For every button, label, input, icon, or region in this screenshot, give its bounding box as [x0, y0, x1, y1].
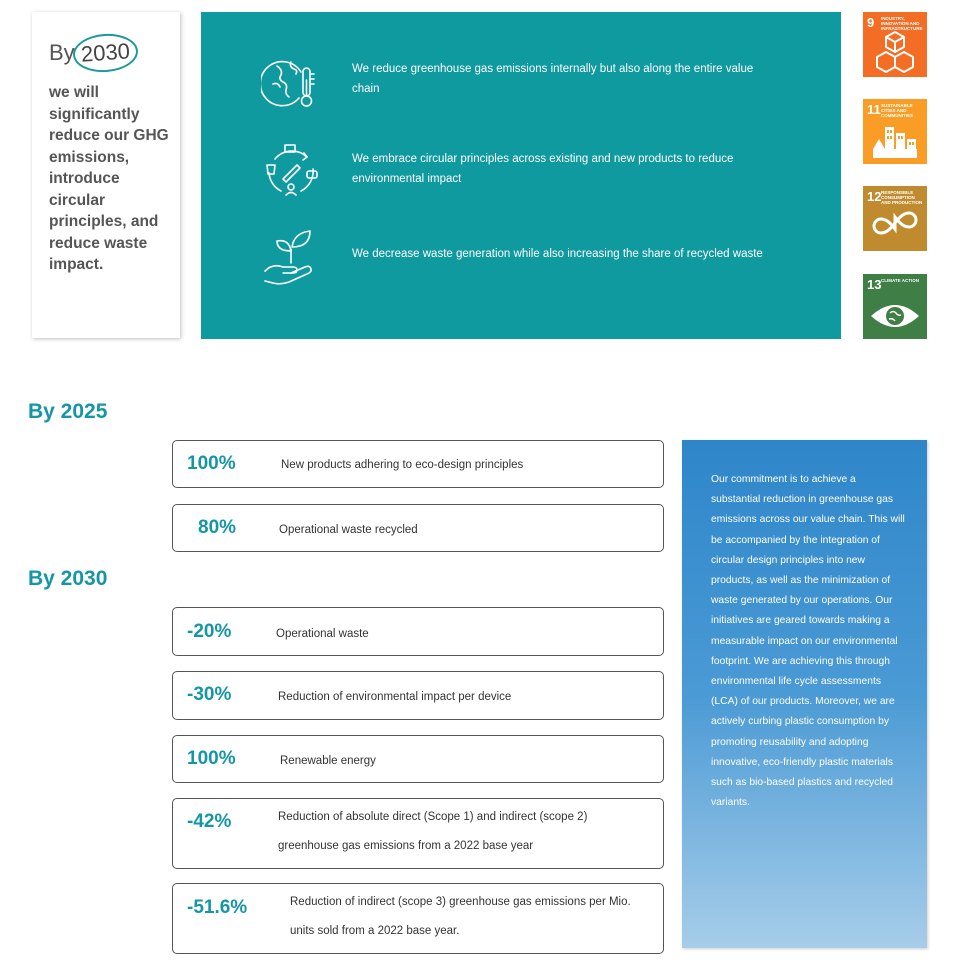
target-description-line: Reduction of absolute direct (Scope 1) and indirect (scope 2)	[278, 811, 588, 823]
sdg-number: 9	[867, 15, 875, 30]
circular-recycling-icon	[261, 141, 321, 201]
sdg-number: 12	[867, 189, 882, 204]
target-value: 80%	[198, 517, 237, 538]
sdg-label: INDUSTRY, INNOVATION AND INFRASTRUCTURE	[881, 16, 923, 31]
hand-sprout-icon	[261, 227, 321, 287]
section-title-2025: By 2025	[28, 400, 108, 423]
buildings-icon	[863, 99, 927, 164]
commitment-text: We reduce greenhouse gas emissions internally but also along the entire value chain	[352, 63, 754, 95]
cubes-icon	[863, 12, 927, 77]
target-description: Reduction of environmental impact per device	[278, 691, 512, 703]
target-card	[172, 607, 664, 656]
commitments-panel	[201, 12, 841, 339]
target-description: New products adhering to eco-design principles	[281, 459, 524, 471]
target-value: -42%	[187, 811, 232, 832]
target-card	[172, 883, 664, 954]
sdg-label: CLIMATE ACTION	[881, 278, 919, 283]
target-value: -30%	[187, 684, 232, 705]
target-value: -20%	[187, 621, 232, 642]
pledge-text: we will significantly reduce our GHG emissions, introduce circular principles, and reduce waste impact.	[49, 84, 169, 273]
sdg-label: RESPONSIBLE CONSUMPTION AND PRODUCTION	[881, 190, 923, 205]
infinity-icon	[863, 186, 927, 251]
commitment-statement-panel	[682, 440, 927, 948]
sdg-label: SUSTAINABLE CITIES AND COMMUNITIES	[881, 103, 913, 118]
sdg-number: 13	[867, 277, 882, 292]
pledge-heading	[49, 34, 138, 72]
target-description-line: units sold from a 2022 base year.	[290, 925, 460, 937]
commitment-text: We embrace circular principles across existing and new products to reduce environmental impact	[352, 153, 734, 185]
pledge-prefix: By	[49, 40, 75, 65]
sdg-9-tile	[863, 12, 927, 77]
eye-globe-icon	[863, 274, 927, 339]
target-card	[172, 440, 664, 488]
sdg-12-tile	[863, 186, 927, 251]
section-title-2030: By 2030	[28, 567, 108, 590]
commitment-statement-text: Our commitment is to achieve a substantial reduction in greenhouse gas emissions across our value chain. This will be accompanied by the integration of circular design principles into new products, as well as the minimization of waste generated by our operations. Our initiatives are geared towards making a measurable impact on our environmental footprint. We are achieving this through environmental life cycle assessments (LCA) of our products. Moreover, we are actively curbing plastic consumption by promoting reusability and adopting innovative, eco-friendly plastic materials such as bio-based plastics and recycled variants.	[711, 474, 905, 809]
target-value: 100%	[187, 748, 236, 769]
target-description: Operational waste recycled	[279, 524, 418, 536]
target-description: Operational waste	[276, 628, 369, 640]
target-card	[172, 504, 664, 552]
target-card	[172, 798, 664, 869]
target-value: 100%	[187, 453, 236, 474]
sdg-number: 11	[867, 102, 881, 117]
target-card	[172, 671, 664, 720]
target-description: Renewable energy	[280, 755, 376, 767]
sdg-11-tile	[863, 99, 927, 164]
target-description-line: Reduction of indirect (scope 3) greenhouse gas emissions per Mio.	[290, 896, 631, 908]
commitment-text: We decrease waste generation while also increasing the share of recycled waste	[352, 248, 763, 260]
target-card	[172, 735, 664, 783]
sdg-13-tile	[863, 274, 927, 339]
pledge-card	[32, 12, 180, 338]
target-value: -51.6%	[187, 897, 248, 918]
globe-thermometer-icon	[261, 52, 321, 112]
target-description-line: greenhouse gas emissions from a 2022 base year	[278, 840, 534, 852]
pledge-year-circled: 2030	[71, 32, 138, 74]
